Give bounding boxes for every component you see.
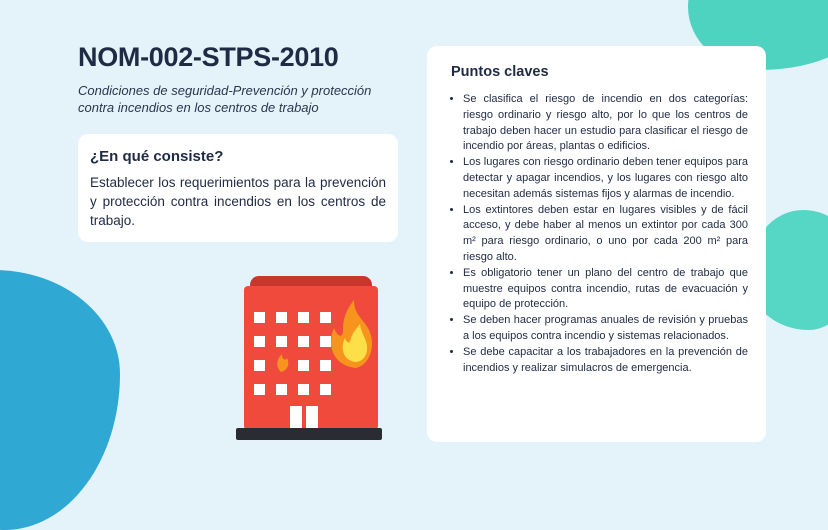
definition-card bbox=[78, 134, 398, 242]
key-point-item: • Los extintores deben estar en lugares visibles y de fácil acceso, y debe haber al menos un extintor por cada 300 m² para riesgo ordinario, o uno por cada 200 m² para riesgo alto. bbox=[463, 203, 748, 266]
key-point-item: • Se clasifica el riesgo de incendio en dos categorías: riesgo ordinario y riesgo alto, por lo que los centros de trabajo deben hacer un estudio para clasificar el riesgo de incendio por áreas, plantas o edificios. bbox=[463, 92, 748, 155]
page-subtitle: Condiciones de seguridad-Prevención y protección contra incendios en los centros de trabajo bbox=[78, 83, 372, 115]
key-points-list bbox=[451, 92, 748, 376]
burning-building-icon bbox=[230, 272, 390, 448]
key-point-item: • Es obligatorio tener un plano del centro de trabajo que muestre equipos contra incendio, rutas de evacuación y equipo de protección. bbox=[463, 266, 748, 313]
definition-text: Establecer los requerimientos para la prevención y protección contra incendios en los centros de trabajo. bbox=[90, 175, 386, 228]
definition-heading: ¿En qué consiste? bbox=[90, 148, 224, 165]
decorative-blob-bottom-left bbox=[0, 270, 120, 530]
key-points-card bbox=[427, 46, 766, 442]
page-title: NOM-002-STPS-2010 bbox=[78, 42, 339, 72]
key-point-item: • Se deben hacer programas anuales de revisión y pruebas a los equipos contra incendio y sistemas relacionados. bbox=[463, 313, 748, 345]
key-point-item: • Se debe capacitar a los trabajadores en la prevención de incendios y realizar simulacros de emergencia. bbox=[463, 345, 748, 377]
key-point-item: • Los lugares con riesgo ordinario deben tener equipos para detectar y apagar incendios, y los lugares con riesgo alto necesitan además sistemas fijos y alarmas de incendio. bbox=[463, 155, 748, 202]
key-points-heading: Puntos claves bbox=[451, 64, 549, 80]
